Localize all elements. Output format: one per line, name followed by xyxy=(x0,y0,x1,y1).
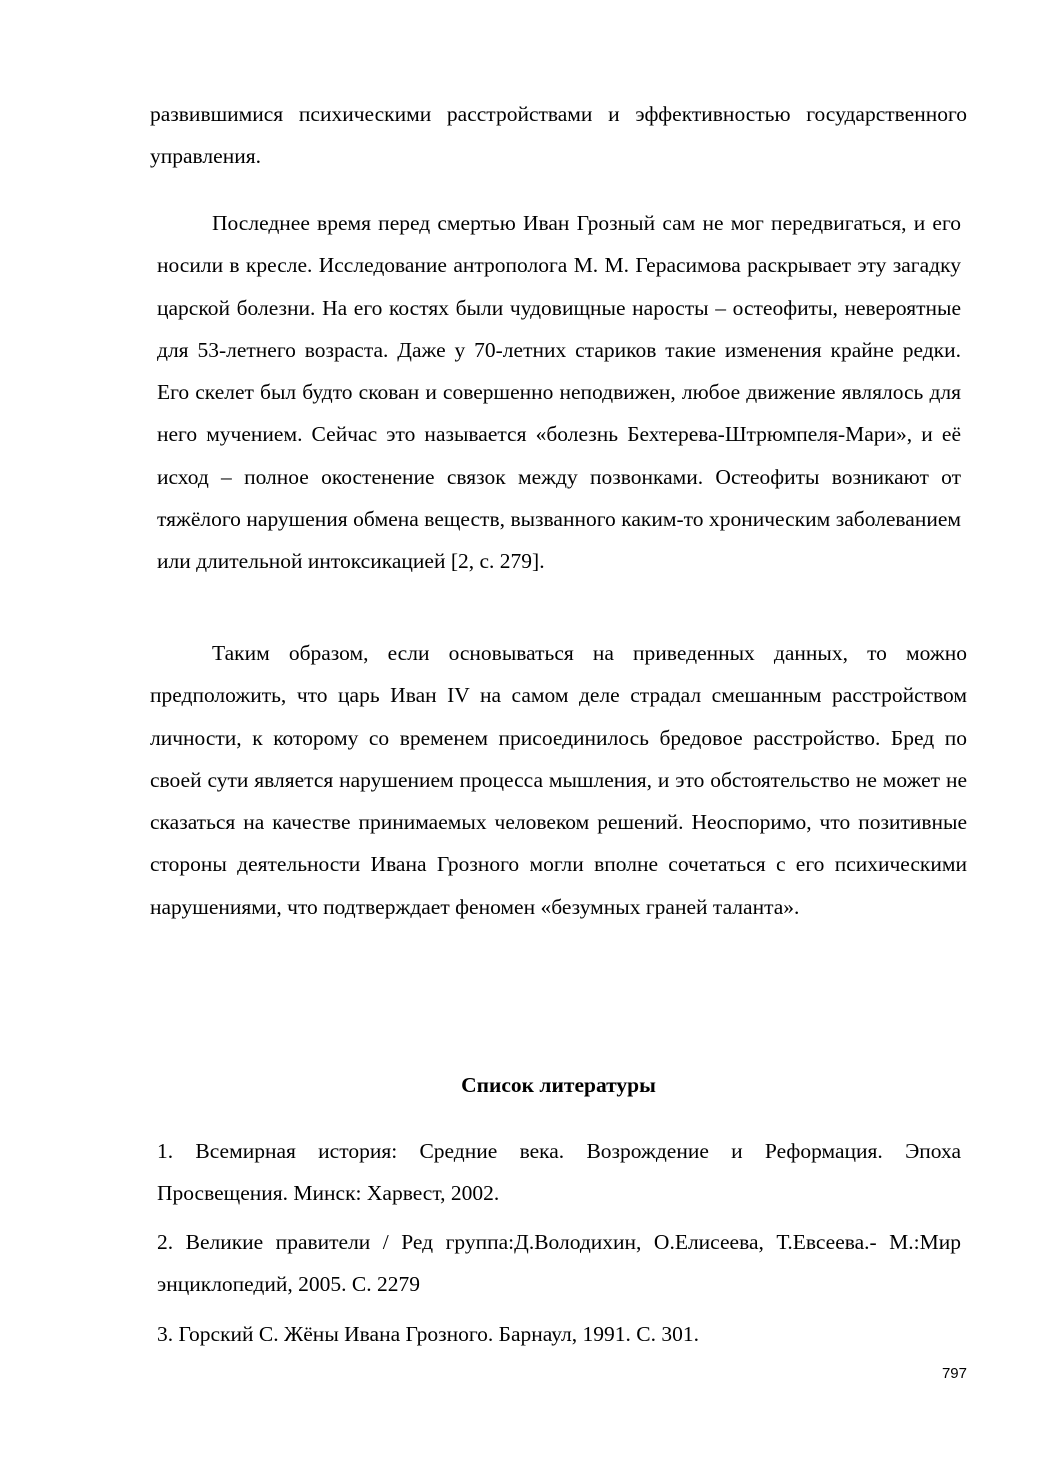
reference-item-2: 2. Великие правители / Ред группа:Д.Володихин, О.Елисеева, Т.Евсеева.- М.:Мир энциклопедий, 2005. С. 2279 xyxy=(157,1230,961,1296)
references-heading: Список литературы xyxy=(461,1073,656,1097)
body-paragraph-2: Последнее время перед смертью Иван Грозный сам не мог передвигаться, и его носили в кресле. Исследование антрополога М. М. Герасимова раскрывает эту загадку царской болезни. На его костях были чудовищные наросты – остеофиты, невероятные для 53-летнего возраста. Даже у 70-летних стариков такие изменения крайне редки. Его скелет был будто скован и совершенно неподвижен, любое движение являлось для него мучением. Сейчас это называется «болезнь Бехтерева-Штрюмпеля-Мари», и её исход – полное окостенение связок между позвонками. Остеофиты возникают от тяжёлого нарушения обмена веществ, вызванного каким-то хроническим заболеванием или длительной интоксикацией [2, с. 279]. xyxy=(157,211,961,574)
reference-item-1: 1. Всемирная история: Средние века. Возрождение и Реформация. Эпоха Просвещения. Минск: Харвест, 2002. xyxy=(157,1139,961,1205)
page-number: 797 xyxy=(941,1365,967,1382)
body-paragraph-3: Таким образом, если основываться на приведенных данных, то можно предположить, что царь Иван IV на самом деле страдал смешанным расстройством личности, к которому со временем присоединилось бредовое расстройство. Бред по своей сути является нарушением процесса мышления, и это обстоятельство не может не сказаться на качестве принимаемых человеком решений. Неоспоримо, что позитивные стороны деятельности Ивана Грозного могли вполне сочетаться с его психическими нарушениями, что подтверждает феномен «безумных граней таланта». xyxy=(150,641,967,919)
body-paragraph-1: развившимися психическими расстройствами и эффективностью государственного управления. xyxy=(150,102,967,169)
reference-item-3: 3. Горский С. Жёны Ивана Грозного. Барнаул, 1991. С. 301. xyxy=(157,1322,699,1346)
